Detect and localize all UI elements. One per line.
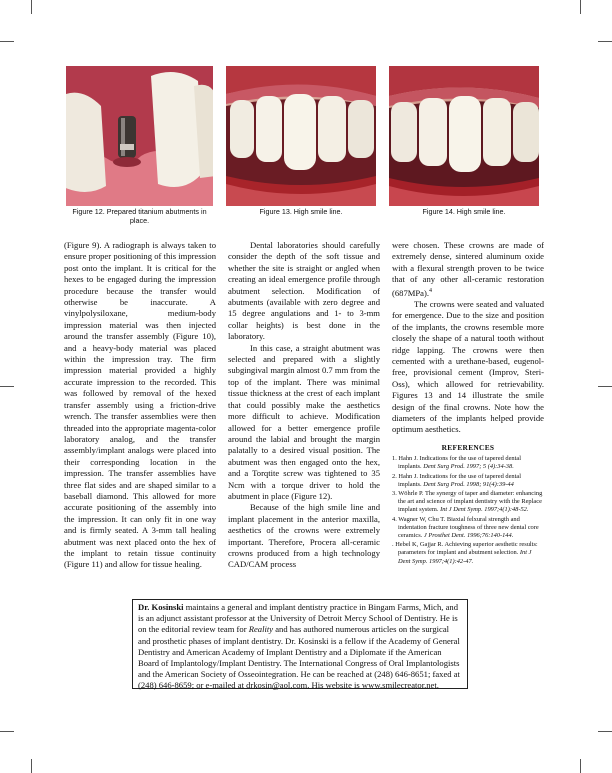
paragraph-text: The crowns were seated and valuated for emergence. Due to the size and position of the implants, the crowns resemble more closely the shape of a natural tooth without ridge lapping. The crowns were then cemented with a urethane-based, eugenol-free, provisional cement (Improv, Steri-Oss), which allowed for retrievability. Figures 13 and 14 illustrate the smile design of the final crowns. Note how the diameters of the implants helped provide optimum aesthetics. [392, 298, 544, 435]
paragraph: Because of the high smile line and implant placement in the anterior maxilla, aesthetics of the crowns were extremely important. Therefore, Procera all-ceramic crowns produced from a high technology CAD/CAM process [228, 502, 380, 570]
crop-mark [0, 41, 14, 42]
figure-12-photo [66, 66, 213, 206]
paragraph: In this case, a straight abutment was selected and prepared with a slightly subgingival margin almost 0.7 mm from the top of the implant. There was minimal tissue thickness at the crest of each implant that could possibly make the aesthetics more difficult to achieve. Modification allowed for a better emergence profile around the labial and brought the margin palatally to a desired visual position. The abutment was then engaged onto the hex, and a Torqtite screw was tightened to 35 Ncm with a torque driver to hold the abutment in place (Figure 12). [228, 342, 380, 501]
paragraph-text: were chosen. These crowns are made of extremely dense, sintered aluminum oxide with a flexural strength proven to be twice that of any other all-ceramic restoration (687MPa). [392, 240, 544, 298]
references-title: REFERENCES [441, 442, 495, 452]
bio-text: and has authored numerous articles on the surgical and prosthetic phases of implant dentistry. Dr. Kosinski is a fellow if the Academy of General Dentistry and American Academy of Implant Dentistry and a Diplomate if the American Board of Implantology/Implant Dentistry. The International Congress of Oral Implantologists and the American Society of Osseointegration. He can be reached at (248) 646-8651; faxed at (248) 646-8659; or e-mailed at drkosin@aol.com. His website is www.smilecreator.net. [138, 624, 460, 691]
reference-item: 4. Wagner W, Chu T. Biaxial felxural strength and indentation fracture toughness of three new dental core ceramics. J Prosthet Dent. 1996;76:140-144. [392, 515, 539, 539]
crop-mark [580, 0, 581, 14]
crop-mark [0, 731, 14, 732]
reference-item: 1. Hahn J. Indications for the use of tapered dental implants. Dent Surg Prod. 1997; 5 (4):34-38. [392, 455, 522, 471]
crop-mark [31, 0, 32, 14]
crop-mark [31, 759, 32, 773]
text-column-3 [392, 240, 544, 567]
crop-mark [580, 759, 581, 773]
figure-14-caption: Figure 14. High smile line. [422, 207, 506, 216]
author-name: Dr. Kosinski [138, 602, 184, 612]
figure-14-photo [389, 66, 539, 206]
paragraph: Dental laboratories should carefully consider the depth of the soft tissue and whether the site is straight or angled when creating an ideal emergence profile through abutment selection. Modification of abutments (available with zero degree and 15 degree angulations and 1- to 3-mm collar heights) is best done in the laboratory. [228, 240, 380, 342]
reference-item: 3. Wöhrle P. The synergy of taper and diameter: enhancing the art and science of implant dentistry with the Replace implant system. Int J Dent Symp. 1997;4(1):48-52. [392, 489, 543, 514]
figure-13-photo [226, 66, 376, 206]
figure-13-caption: Figure 13. High smile line. [259, 207, 343, 216]
paragraph: (Figure 9). A radiograph is always taken to ensure proper positioning of this impression post onto the implant. It is critical for the hexes to be engaged during the impression procedure because the transfer would otherwise be inaccurate. A vinylpolysiloxane, medium-body impression material was then injected around the transfer assembly (Figure 10), and a heavy-body material was placed within the impression tray. The firm impression material provided a highly accurate impression to the recorded. This was followed by removal of the hexed transfer assembly using a friction-drive wrench. The transfer assemblies were then threaded into the appropriate magenta-color laboratory analog, and the transfer assembly/implant analogs were placed into their corresponding location in the impression. The transfer assemblies have three flat sides and are shaped similar to a baseball diamond. This allowed for more accurate positioning of the assembly into the impression. It can only fit in one way and is firmly seated. A 3-mm tall healing abutment was next placed onto the hex of the implant to retain tissue continuity (Figure 11) and allow for tissue healing. [64, 240, 216, 570]
reference-item: 2. Hahn J. Indications for the use of tapered dental implants. Dent Surg Prod. 1998; 91(4):39-44 [392, 472, 522, 488]
paragraph [392, 240, 544, 299]
journal-name: Reality [248, 624, 274, 635]
footnote-marker: 4 [429, 287, 432, 294]
crop-mark [598, 386, 612, 387]
crop-mark [0, 386, 14, 387]
crop-mark [598, 41, 612, 42]
author-bio-box [132, 599, 468, 689]
references-list [392, 455, 544, 566]
text-column-1 [64, 240, 216, 571]
bio-text: maintains a general and implant dentistry practice in Bingam Farms, Mich, and is an adjunct assistant professor at the University of Detroit Mercy School of Dentistry. He is on the editorial review team for [138, 602, 458, 635]
reference-item: . Hebel K, Gajjar R. Achieving superior aesthetic results: parameters for implant and abutment selection. Int J Dent Symp. 1997;4(1):42-47. [392, 541, 538, 565]
paragraph [392, 299, 544, 436]
text-column-2 [228, 240, 380, 571]
figure-12-caption: Figure 12. Prepared titanium abutments in place. [72, 207, 207, 225]
crop-mark [598, 731, 612, 732]
